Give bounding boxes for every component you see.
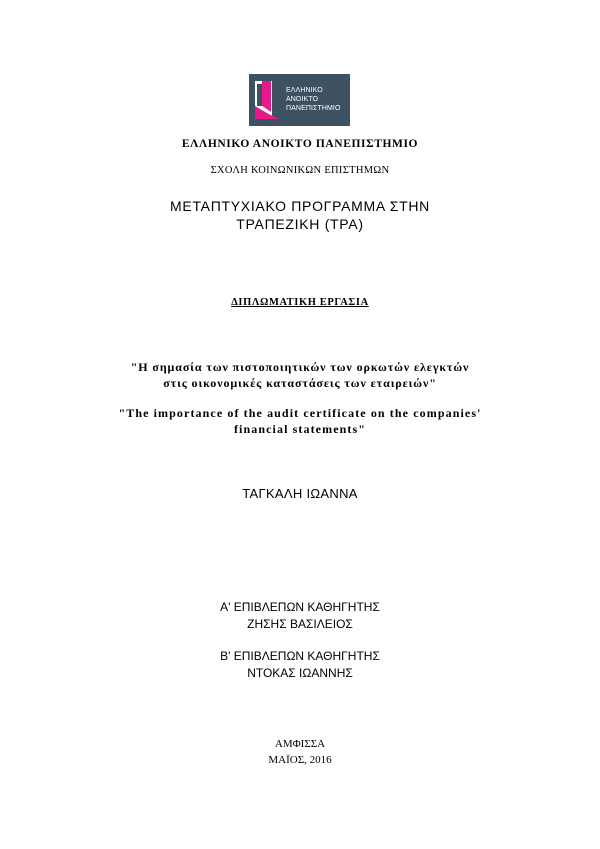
first-supervisor-name: ΖΗΣΗΣ ΒΑΣΙΛΕΙΟΣ: [247, 617, 353, 631]
title-greek-line2: στις οικονομικές καταστάσεις των εταιρειών": [163, 376, 437, 390]
logo-text-line3: ΠΑΝΕΠΙΣΤΗΜΙΟ: [286, 105, 341, 112]
school-name: ΣΧΟΛΗ ΚΟΙΝΩΝΙΚΩΝ ΕΠΙΣΤΗΜΩΝ: [210, 165, 390, 176]
author-name: ΤΑΓΚΑΛΗ ΙΩΑΝΝΑ: [242, 486, 358, 501]
university-name: ΕΛΛΗΝΙΚΟ ΑΝΟΙΚΤΟ ΠΑΝΕΠΙΣΤΗΜΙΟ: [181, 138, 419, 150]
logo-text-line2: ΑΝΟΙΚΤΟ: [286, 96, 319, 103]
second-supervisor-name: ΝΤΟΚΑΣ ΙΩΑΝΝΗΣ: [247, 666, 353, 680]
title-greek-line1: "Η σημασία των πιστοποιητικών των ορκωτών ελεγκτών: [130, 360, 470, 374]
logo-mark-slot: [257, 84, 262, 106]
thesis-label: ΔΙΠΛΩΜΑΤΙΚΗ ΕΡΓΑΣΙΑ: [231, 297, 369, 308]
date: ΜΑΪΟΣ, 2016: [268, 754, 332, 766]
title-english-line2: financial statements": [233, 422, 367, 436]
second-supervisor-role: Β' ΕΠΙΒΛΕΠΩΝ ΚΑΘΗΓΗΤΗΣ: [220, 649, 380, 663]
program-title-line1: ΜΕΤΑΠΤΥΧΙΑΚΟ ΠΡΟΓΡΑΜΜΑ ΣΤΗΝ: [170, 198, 430, 214]
first-supervisor-role: Α' ΕΠΙΒΛΕΠΩΝ ΚΑΘΗΓΗΤΗΣ: [220, 600, 380, 614]
city: ΑΜΦΙΣΣΑ: [274, 738, 326, 750]
title-english-line1: "The importance of the audit certificate on the companies': [118, 406, 482, 420]
logo-text-line1: ΕΛΛΗΝΙΚΟ: [286, 87, 323, 94]
program-title-line2: ΤΡΑΠΕΖΙΚΗ (ΤΡΑ): [236, 216, 364, 232]
university-logo: [249, 74, 350, 126]
